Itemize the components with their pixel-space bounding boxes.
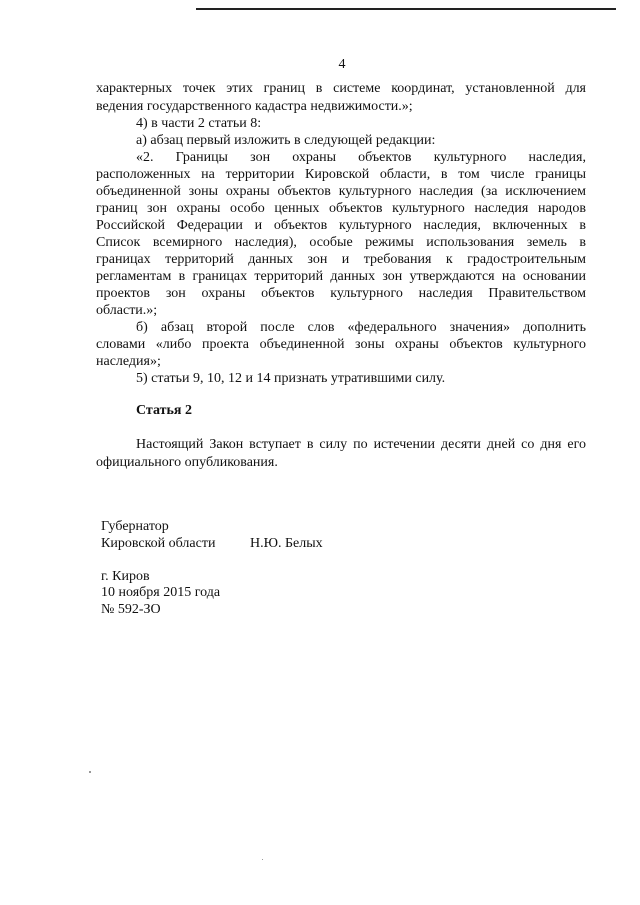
body-line-7: объединенной зоны охраны объектов культурного наследия (за исключением <box>96 184 586 199</box>
body-line-4: а) абзац первый изложить в следующей редакции: <box>136 133 436 148</box>
page-number: 4 <box>338 57 346 72</box>
body-line-13: проектов зон охраны объектов культурного наследия Правительством <box>96 286 586 301</box>
body-line-12: регламентам в границах территорий данных зон утверждаются на основании <box>96 269 586 284</box>
top-rule <box>196 8 616 10</box>
scan-speck <box>262 859 263 860</box>
footer-number: № 592-ЗО <box>101 602 161 617</box>
signature-title-line-1: Губернатор <box>101 519 169 534</box>
body-line-14: области.»; <box>96 303 158 318</box>
body-line-1: характерных точек этих границ в системе координат, установленной для <box>96 81 586 96</box>
body-line-17: наследия»; <box>96 354 161 369</box>
body-line-18: 5) статьи 9, 10, 12 и 14 признать утратившими силу. <box>136 371 446 386</box>
article-2-line-2: официального опубликования. <box>96 455 278 470</box>
footer-city: г. Киров <box>101 569 150 584</box>
body-line-6: расположенных на территории Кировской области, в том числе границы <box>96 167 586 182</box>
signature-title-line-2: Кировской области <box>101 536 216 551</box>
scan-speck <box>89 771 91 773</box>
body-line-3: 4) в части 2 статьи 8: <box>136 116 262 131</box>
body-line-10: Список всемирного наследия), особые режимы использования земель в <box>96 235 586 250</box>
body-line-5: «2. Границы зон охраны объектов культурного наследия, <box>136 150 586 165</box>
body-line-2: ведения государственного кадастра недвижимости.»; <box>96 99 413 114</box>
body-line-11: границах территорий данных зон и требования к градостроительным <box>96 252 586 267</box>
article-2-heading: Статья 2 <box>136 403 192 418</box>
body-line-15: б) абзац второй после слов «федерального значения» дополнить <box>136 320 586 335</box>
article-2-line-1: Настоящий Закон вступает в силу по истечении десяти дней со дня его <box>136 437 586 452</box>
body-line-8: границ зон охраны особо ценных объектов культурного наследия народов <box>96 201 586 216</box>
body-line-9: Российской Федерации и объектов культурного наследия, включенных в <box>96 218 586 233</box>
body-line-16: словами «либо проекта объединенной зоны охраны объектов культурного <box>96 337 586 352</box>
signature-name: Н.Ю. Белых <box>250 536 323 551</box>
footer-date: 10 ноября 2015 года <box>101 585 221 600</box>
